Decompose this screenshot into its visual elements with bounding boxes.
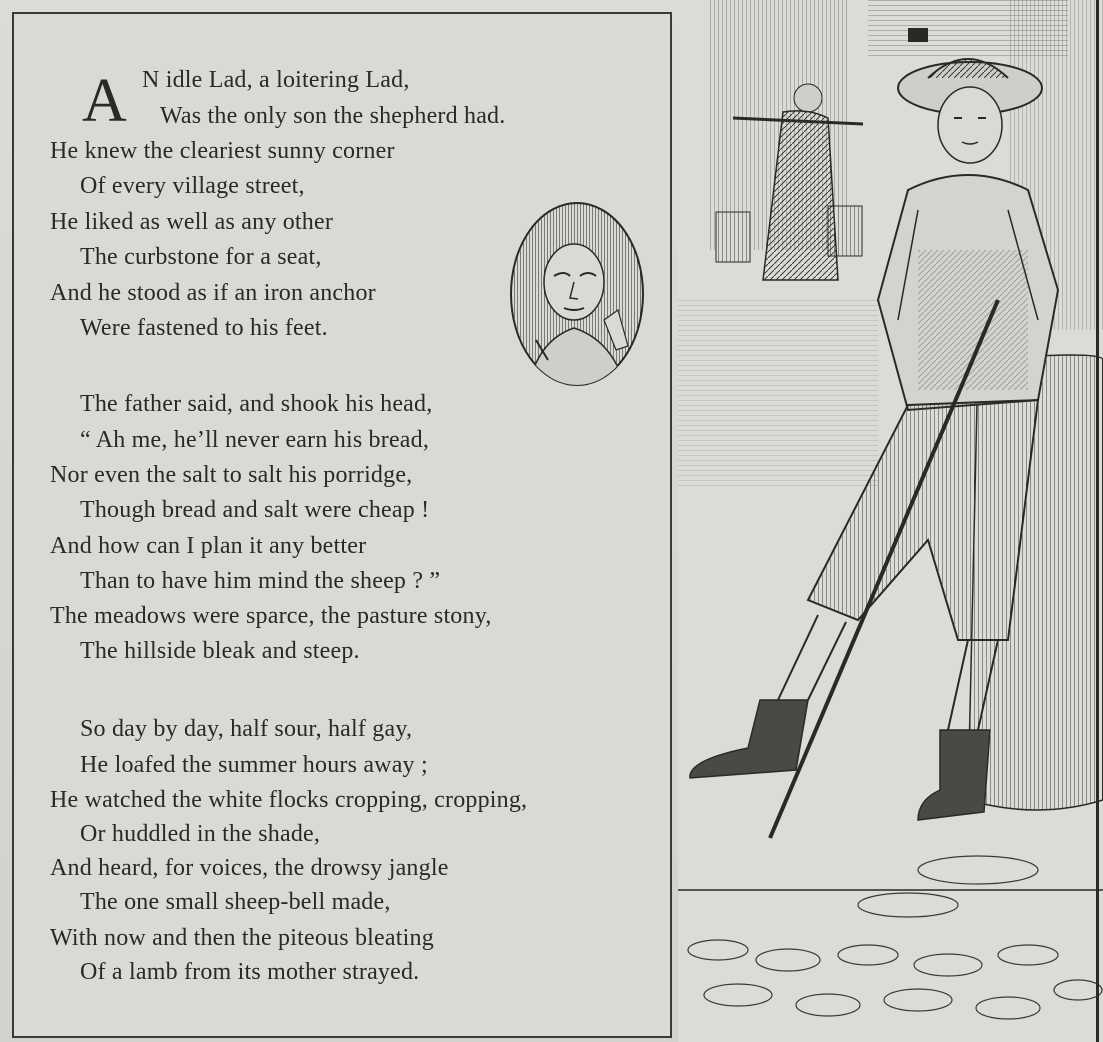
shepherd-boy-illustration bbox=[678, 0, 1103, 1042]
poem-line: Or huddled in the shade, bbox=[80, 821, 321, 847]
poem-line: N idle Lad, a loitering Lad, bbox=[142, 67, 410, 93]
poem-line: Nor even the salt to salt his porridge, bbox=[50, 462, 413, 488]
poem-line: And how can I plan it any better bbox=[50, 533, 367, 559]
poem-line: He knew the cleariest sunny corner bbox=[50, 138, 395, 164]
poem-line: The curbstone for a seat, bbox=[80, 244, 322, 270]
poem-line: And heard, for voices, the drowsy jangle bbox=[50, 855, 449, 881]
poem-line: Of every village street, bbox=[80, 173, 305, 199]
poem-line: So day by day, half sour, half gay, bbox=[80, 716, 413, 742]
drop-cap: A bbox=[82, 67, 127, 135]
poem-line: The meadows were sparce, the pasture stony, bbox=[50, 603, 492, 629]
poem-line: “ Ah me, he’ll never earn his bread, bbox=[80, 427, 430, 453]
poem-line: With now and then the piteous bleating bbox=[50, 925, 434, 951]
poem-line: Was the only son the shepherd had. bbox=[160, 103, 506, 129]
poem-line: The hillside bleak and steep. bbox=[80, 638, 360, 664]
poem-line: He watched the white flocks cropping, cropping, bbox=[50, 787, 528, 813]
poem-line: Though bread and salt were cheap ! bbox=[80, 497, 430, 523]
border-rule bbox=[1096, 0, 1099, 1042]
poem-line: Of a lamb from its mother strayed. bbox=[80, 959, 420, 985]
poem-line: The father said, and shook his head, bbox=[80, 391, 433, 417]
poem-line: Were fastened to his feet. bbox=[80, 315, 328, 341]
poem-line: He loafed the summer hours away ; bbox=[80, 752, 428, 778]
poem-line: The one small sheep-bell made, bbox=[80, 889, 391, 915]
poem-line: He liked as well as any other bbox=[50, 209, 334, 235]
portrait-vignette bbox=[508, 200, 646, 388]
poem-line: And he stood as if an iron anchor bbox=[50, 280, 376, 306]
poem-panel bbox=[12, 12, 672, 1038]
poem-line: Than to have him mind the sheep ? ” bbox=[80, 568, 441, 594]
